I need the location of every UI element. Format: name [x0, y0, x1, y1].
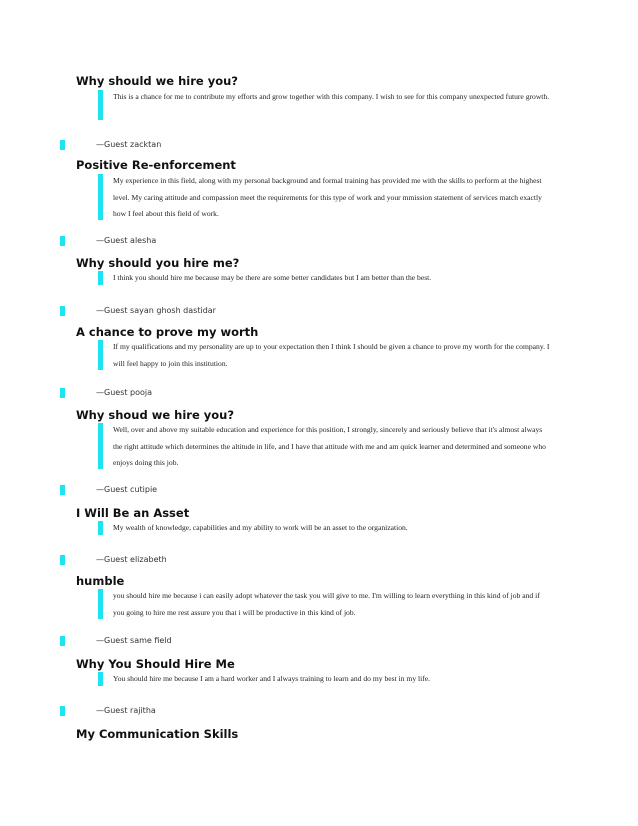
entry-title: humble — [76, 574, 125, 588]
entry-author: —Guest same field — [96, 636, 172, 645]
entry-author: —Guest sayan ghosh dastidar — [96, 306, 216, 315]
author-marker — [60, 555, 65, 565]
entry-quote: Well, over and above my suitable education and experience for this position, I strongly, sincerely and seriously believe that it's almost always the right attitude which determines the altitude in life, and I have that attitude with me and am quick learner and determined and someone who enjoys doing this job. — [113, 425, 546, 467]
entry-quote: You should hire me because I am a hard worker and I always training to learn and do my best in my life. — [113, 674, 431, 683]
author-marker — [60, 388, 65, 398]
quote-bar — [98, 672, 103, 686]
entry-author: —Guest alesha — [96, 236, 157, 245]
entry-title: Why should you hire me? — [76, 256, 240, 270]
quote-bar — [98, 340, 103, 370]
entry-author: —Guest cutipie — [96, 485, 158, 494]
entry-title: Positive Re-enforcement — [76, 158, 236, 172]
entry-author: —Guest elizabeth — [96, 555, 167, 564]
entry-title: I Will Be an Asset — [76, 506, 190, 520]
author-marker — [60, 140, 65, 150]
entry-title: A chance to prove my worth — [76, 325, 259, 339]
entry-author: —Guest pooja — [96, 388, 153, 397]
entry-quote: you should hire me because i can easily adopt whatever the task you will give to me. I'm willing to learn everything in this kind of job and if you going to hire me rest assure you that i will be productive in this kind of job. — [113, 591, 540, 617]
entry-title: My Communication Skills — [76, 727, 239, 741]
entry-author: —Guest zacktan — [96, 140, 162, 149]
quote-bar — [98, 271, 103, 285]
quote-bar — [98, 174, 103, 220]
author-marker — [60, 485, 65, 495]
author-marker — [60, 306, 65, 316]
entry-title: Why shoud we hire you? — [76, 408, 235, 422]
entry-quote: My experience in this field, along with my personal background and formal training has provided me with the skills to perform at the highest level. My caring attitude and compassion meet the requirements for this type of work and your mmission statement of services match exactly how I feel about this field of work. — [113, 176, 542, 218]
author-marker — [60, 636, 65, 646]
quote-bar — [98, 521, 103, 535]
author-marker — [60, 236, 65, 246]
entry-title: Why should we hire you? — [76, 74, 238, 88]
quote-bar — [98, 423, 103, 469]
author-marker — [60, 706, 65, 716]
quote-bar — [98, 589, 103, 619]
entry-author: —Guest rajitha — [96, 706, 156, 715]
quote-bar — [98, 90, 103, 120]
entry-title: Why You Should Hire Me — [76, 657, 235, 671]
entry-quote: My wealth of knowledge, capabilities and my ability to work will be an asset to the organization. — [113, 523, 408, 532]
entry-quote: If my qualifications and my personality are up to your expectation then I think I should be given a chance to prove my worth for the company. I will feel happy to join this institution. — [113, 342, 550, 368]
entry-quote: This is a chance for me to contribute my efforts and grow together with this company. I wish to see for this company unexpected future growth. — [113, 92, 550, 101]
entry-quote: I think you should hire me because may be there are some better candidates but I am better than the best. — [113, 273, 432, 282]
